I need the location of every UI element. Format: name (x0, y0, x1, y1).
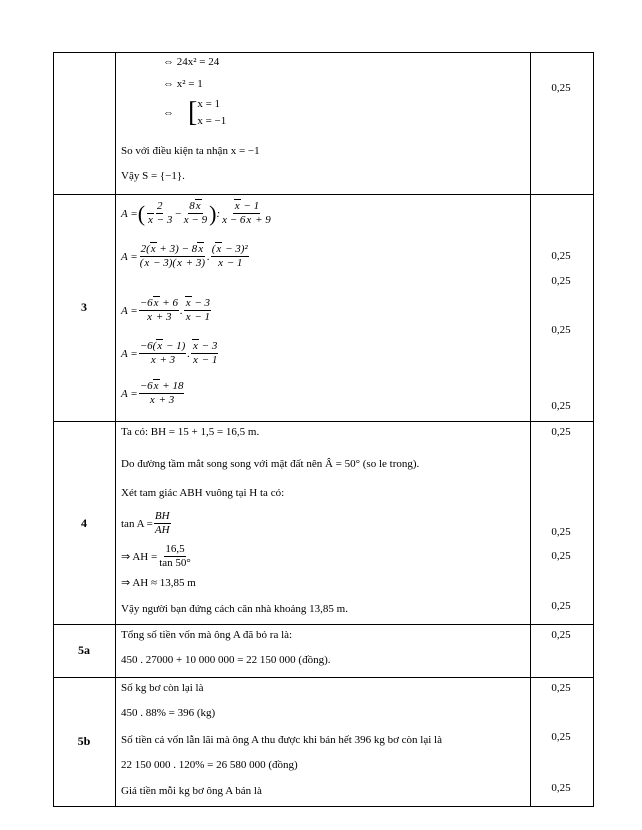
table-border-right (593, 52, 594, 807)
formula-lhs: ⇒ AH = (121, 551, 158, 563)
column-divider (115, 52, 116, 807)
table-border-top (53, 52, 594, 53)
score: 0,25 (551, 782, 571, 794)
solution-2: x = −1 (197, 115, 227, 127)
row-divider (53, 194, 594, 195)
text-line: Vậy S = {−1}. (121, 170, 185, 182)
equation-system (163, 96, 226, 130)
text-line: Do đường tầm mắt song song với mặt đất nên Â = 50° (so le trong). (121, 458, 420, 470)
fraction-denominator: AH (154, 524, 170, 536)
score: 0,25 (551, 426, 571, 438)
formula-lhs: tan A = (121, 517, 153, 530)
fraction-numerator: BH (154, 510, 170, 522)
score: 0,25 (551, 629, 571, 641)
text-line: Số tiền cả vốn lẫn lãi mà ông A thu được khi bán hết 396 kg bơ còn lại là (121, 734, 442, 746)
score: 0,25 (551, 682, 571, 694)
equation-line (121, 543, 193, 570)
text-line: Vậy người bạn đứng cách căn nhà khoảng 13,85 m. (121, 603, 348, 615)
text-line: ⇒ AH ≈ 13,85 m (121, 577, 196, 589)
score: 0,25 (551, 275, 571, 287)
text-line: So với điều kiện ta nhận x = −1 (121, 145, 260, 157)
equation-line: A = $\frac{-6x + 6}{x + 3}$ . $\frac{x - 3}{x - 1}$ (121, 297, 211, 323)
equation-line: ⇔ x² = 1 (163, 78, 203, 90)
question-number: 3 (81, 300, 87, 314)
fraction-numerator: 16,5 (165, 543, 185, 555)
question-number: 5a (78, 643, 90, 657)
question-number: 5b (77, 734, 91, 748)
text-line: 450 . 88% = 396 (kg) (121, 707, 216, 719)
equation-line: ⇔ 24x² = 24 (163, 56, 220, 68)
text-line: Số kg bơ còn lại là (121, 682, 204, 694)
text-line: 22 150 000 . 120% = 26 580 000 (đồng) (121, 759, 298, 771)
score: 0,25 (551, 324, 571, 336)
question-number: 4 (81, 516, 87, 530)
score: 0,25 (551, 400, 571, 412)
row-divider (53, 677, 594, 678)
text-line: Tổng số tiền vốn mà ông A đã bỏ ra là: (121, 629, 293, 641)
table-border-left (53, 52, 54, 807)
equation-line: A = ( $\frac{2}{x - 3}$ − $\frac{8x}{x - 9}$ ) : $\frac{x - 1}{x - 6x + 9}$ (121, 200, 271, 226)
score: 0,25 (551, 250, 571, 262)
equation-line: A = $\frac{-6x + 18}{x + 3}$ (121, 380, 184, 406)
text-line: Giá tiền mỗi kg bơ ông A bán là (121, 785, 262, 797)
equation-line: A = $\frac{-6(x - 1)}{x + 3}$ . $\frac{x - 3}{x - 1}$ (121, 340, 218, 366)
score: 0,25 (551, 731, 571, 743)
row-divider (53, 421, 594, 422)
equation-line (121, 510, 172, 537)
text-line: 450 . 27000 + 10 000 000 = 22 150 000 (đồng). (121, 654, 331, 666)
score: 0,25 (551, 550, 571, 562)
solution-1: x = 1 (197, 98, 221, 110)
table-border-bottom (53, 806, 594, 807)
equiv-symbol: ⇔ (163, 107, 174, 119)
system-bracket: [ (188, 97, 198, 128)
row-divider (53, 624, 594, 625)
equation-line: A = $\frac{2(x + 3) - 8x}{(x - 3)(x + 3)}$ . $\frac{\text{(x − 3)²}}{x - 1}$ (121, 243, 248, 269)
score: 0,25 (551, 82, 571, 94)
text-line: Xét tam giác ABH vuông tại H ta có: (121, 487, 285, 499)
text-line: Ta có: BH = 15 + 1,5 = 16,5 m. (121, 426, 260, 438)
score: 0,25 (551, 600, 571, 612)
score: 0,25 (551, 526, 571, 538)
fraction-denominator: tan 50° (159, 557, 191, 569)
